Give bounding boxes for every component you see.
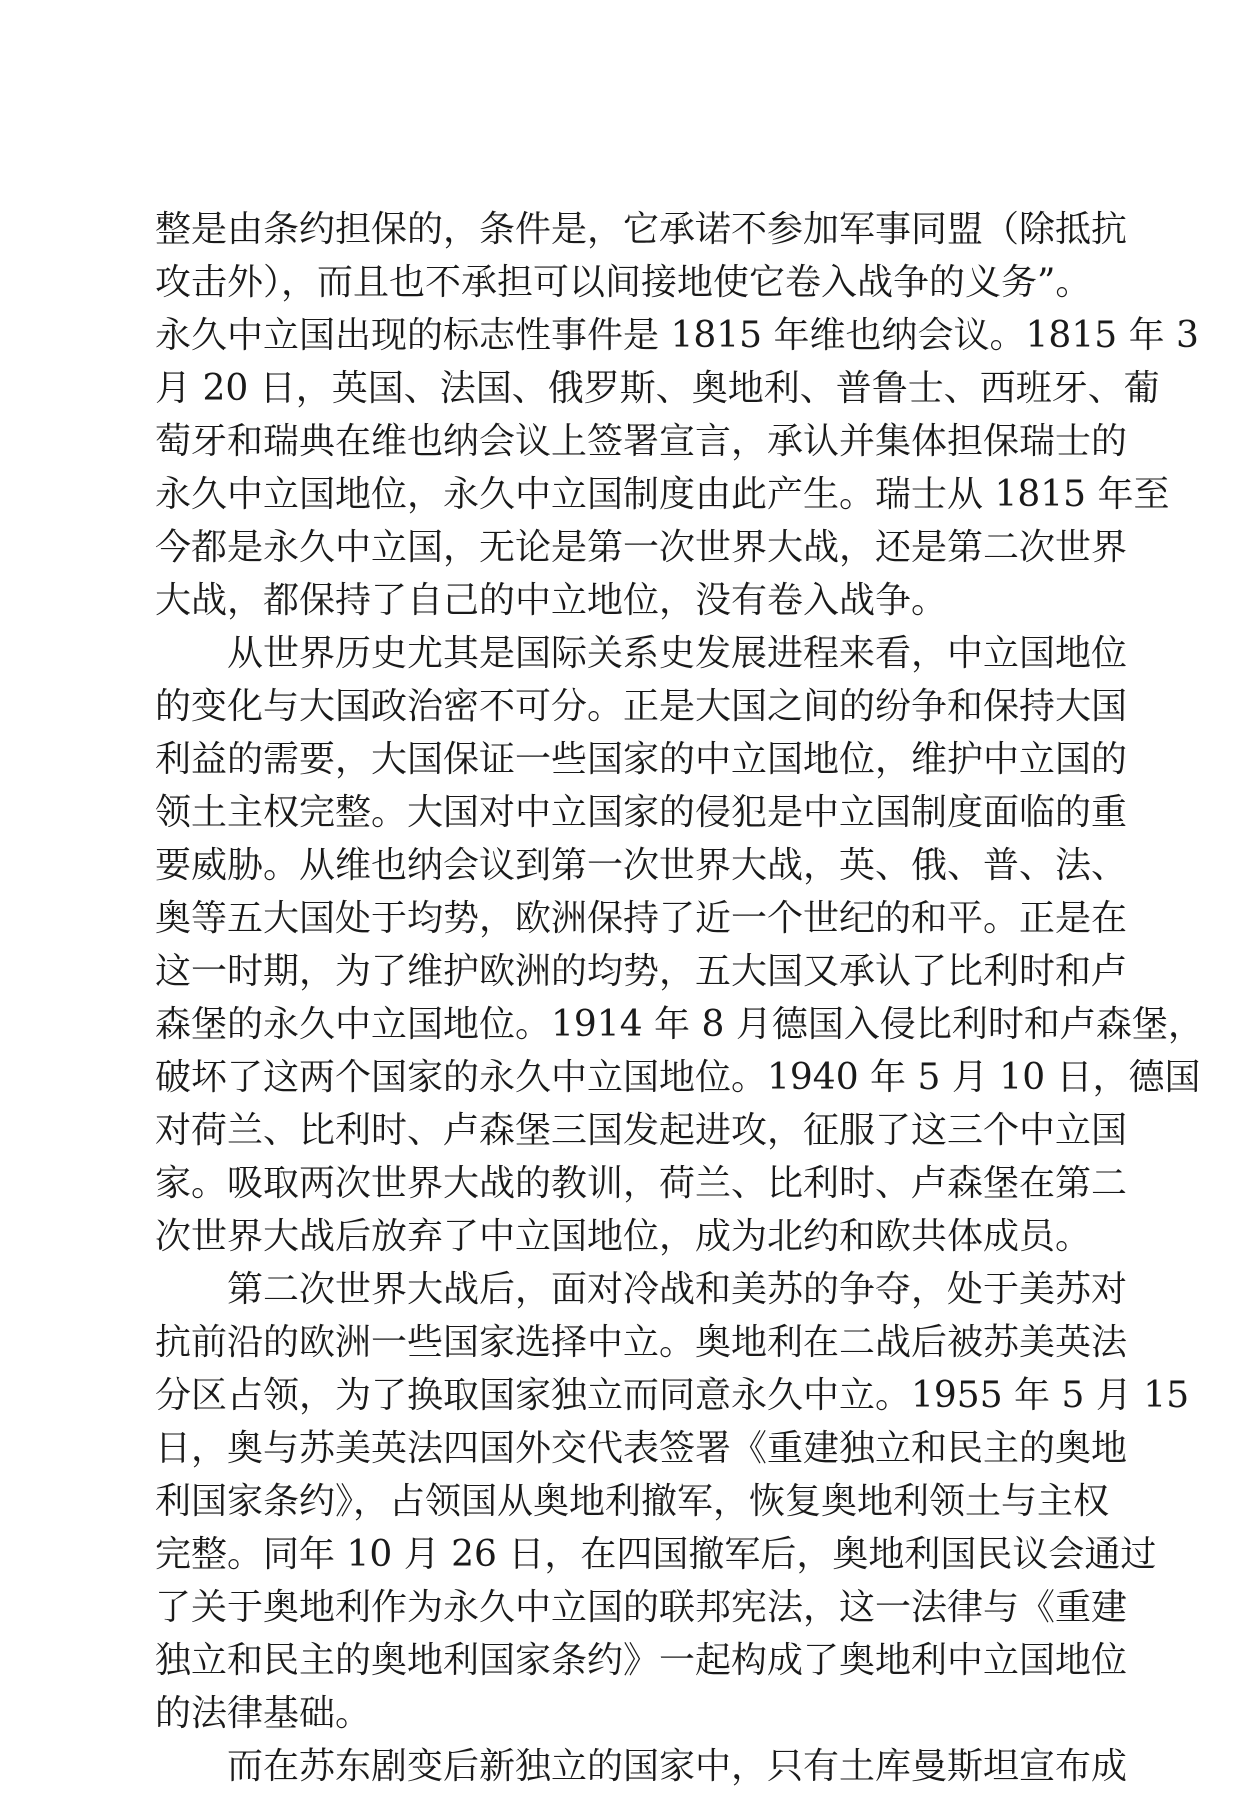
text-line: 攻击外），而且也不承担可以间接地使它卷入战争的义务”。 bbox=[155, 262, 1092, 303]
text-line: 完整。同年 10 月 26 日，在四国撤军后，奥地利国民议会通过 bbox=[155, 1534, 1157, 1575]
paragraph bbox=[155, 1263, 1190, 1740]
text-line: 独立和民主的奥地利国家条约》一起构成了奥地利中立国地位 bbox=[155, 1640, 1128, 1681]
text-line: 对荷兰、比利时、卢森堡三国发起进攻，征服了这三个中立国 bbox=[155, 1110, 1128, 1151]
text-line: 利国家条约》，占领国从奥地利撤军，恢复奥地利领土与主权 bbox=[155, 1481, 1110, 1522]
text-line: 利益的需要，大国保证一些国家的中立国地位，维护中立国的 bbox=[155, 739, 1128, 780]
text-line: 领土主权完整。大国对中立国家的侵犯是中立国制度面临的重 bbox=[155, 792, 1128, 833]
text-line: 的变化与大国政治密不可分。正是大国之间的纷争和保持大国 bbox=[155, 686, 1128, 727]
text-line: 萄牙和瑞典在维也纳会议上签署宣言，承认并集体担保瑞士的 bbox=[155, 421, 1128, 462]
text-line: 第二次世界大战后，面对冷战和美苏的争夺，处于美苏对 bbox=[227, 1269, 1128, 1310]
text-line: 抗前沿的欧洲一些国家选择中立。奥地利在二战后被苏美英法 bbox=[155, 1322, 1128, 1363]
text-line: 而在苏东剧变后新独立的国家中，只有土库曼斯坦宣布成 bbox=[227, 1746, 1128, 1787]
paragraph bbox=[155, 627, 1204, 1263]
text-line: 月 20 日，英国、法国、俄罗斯、奥地利、普鲁士、西班牙、葡 bbox=[155, 368, 1160, 409]
text-line: 家。吸取两次世界大战的教训，荷兰、比利时、卢森堡在第二 bbox=[155, 1163, 1128, 1204]
text-line: 森堡的永久中立国地位。1914 年 8 月德国入侵比利时和卢森堡， bbox=[155, 1004, 1204, 1045]
text-line: 永久中立国地位，永久中立国制度由此产生。瑞士从 1815 年至 bbox=[155, 474, 1170, 515]
text-line: 大战，都保持了自己的中立地位，没有卷入战争。 bbox=[155, 580, 948, 621]
text-line: 分区占领，为了换取国家独立而同意永久中立。1955 年 5 月 15 bbox=[155, 1375, 1190, 1416]
text-line: 今都是永久中立国，无论是第一次世界大战，还是第二次世界 bbox=[155, 527, 1128, 568]
text-line: 次世界大战后放弃了中立国地位，成为北约和欧共体成员。 bbox=[155, 1216, 1092, 1257]
body-text bbox=[155, 203, 1204, 1793]
text-line: 破坏了这两个国家的永久中立国地位。1940 年 5 月 10 日，德国 bbox=[155, 1057, 1201, 1098]
text-line: 了关于奥地利作为永久中立国的联邦宪法，这一法律与《重建 bbox=[155, 1587, 1128, 1628]
text-line: 这一时期，为了维护欧洲的均势，五大国又承认了比利时和卢 bbox=[155, 951, 1128, 992]
text-line: 日，奥与苏美英法四国外交代表签署《重建独立和民主的奥地 bbox=[155, 1428, 1128, 1469]
paragraph bbox=[155, 1740, 1128, 1793]
paragraph bbox=[155, 203, 1199, 627]
document-page bbox=[155, 203, 1204, 1793]
text-line: 的法律基础。 bbox=[155, 1693, 372, 1734]
text-line: 整是由条约担保的，条件是，它承诺不参加军事同盟（除抵抗 bbox=[155, 209, 1128, 250]
text-line: 从世界历史尤其是国际关系史发展进程来看，中立国地位 bbox=[227, 633, 1128, 674]
text-line: 奥等五大国处于均势，欧洲保持了近一个世纪的和平。正是在 bbox=[155, 898, 1128, 939]
text-line: 要威胁。从维也纳会议到第一次世界大战，英、俄、普、法、 bbox=[155, 845, 1128, 886]
text-line: 永久中立国出现的标志性事件是 1815 年维也纳会议。1815 年 3 bbox=[155, 315, 1199, 356]
